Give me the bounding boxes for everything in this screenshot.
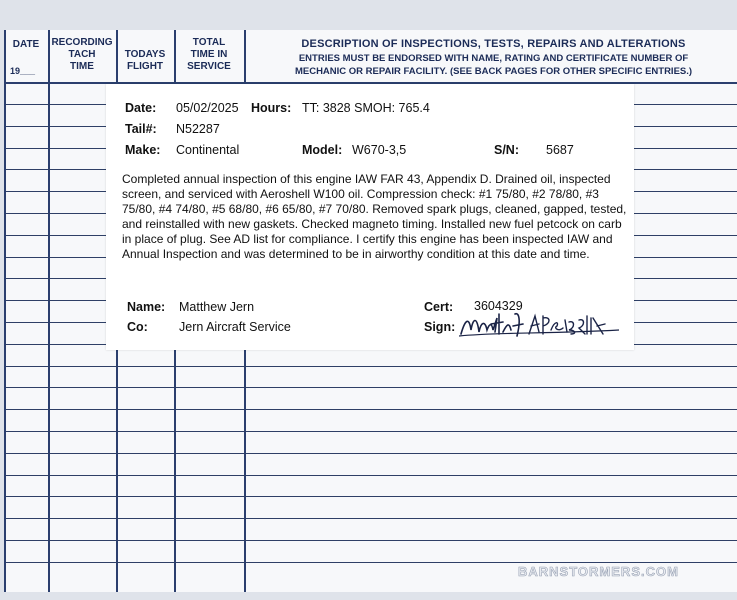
inspection-description: Completed annual inspection of this engine IAW FAR 43, Appendix D. Drained oil, inspected screen, and serviced with Aeroshell W100 oil. Compression check: #1 75/80, #2 78/80, #3 75/80, #4 74/80, #5 68/80, #6 65/80, #7 70/80. Removed spark plugs, cleaned, gapped, tested, and reinstalled with new gaskets. Checked magneto timing. Installed new fuel petcock on carb in place of plug. See AD list for compliance. I certify this engine has been inspected IAW and Annual Inspection and was determined to be in airworthy condition at this date and time. — [122, 172, 627, 261]
company-value: Jern Aircraft Service — [179, 320, 291, 334]
ruled-line — [6, 409, 737, 410]
total-time-header — [174, 30, 244, 84]
description-line1: ENTRIES MUST BE ENDORSED WITH NAME, RATING AND CERTIFICATE NUMBER OF — [298, 53, 689, 64]
date-value: 05/02/2025 — [176, 101, 239, 115]
ruled-line — [6, 475, 737, 476]
ruled-line — [6, 496, 737, 497]
signature-image — [459, 310, 629, 338]
ruled-line — [6, 518, 737, 519]
year-prefix: 19___ — [10, 66, 36, 76]
hours-value: TT: 3828 SMOH: 765.4 — [302, 101, 430, 115]
company-label: Co: — [127, 320, 148, 334]
tach-header-line3: TIME — [70, 61, 94, 72]
total-header-line1: TOTAL — [192, 37, 226, 48]
flight-header-line1: TODAYS — [124, 49, 166, 60]
date-column-header — [4, 30, 48, 84]
cert-value: 3604329 — [474, 299, 523, 313]
description-line2: MECHANIC OR REPAIR FACILITY. (SEE BACK PAGES FOR OTHER SPECIFIC ENTRIES.) — [294, 66, 693, 77]
tach-header-line1: RECORDING — [51, 37, 113, 48]
tail-value: N52287 — [176, 122, 220, 136]
sn-value: 5687 — [546, 143, 574, 157]
ruled-line — [6, 366, 737, 367]
description-title: DESCRIPTION OF INSPECTIONS, TESTS, REPAIRS AND ALTERATIONS — [301, 38, 686, 50]
ruled-line — [6, 562, 737, 563]
column-divider — [48, 30, 50, 592]
date-header-label: DATE — [12, 39, 40, 50]
hours-label: Hours: — [251, 101, 292, 115]
make-value: Continental — [176, 143, 240, 157]
tail-label: Tail#: — [125, 122, 157, 136]
ruled-line — [6, 387, 737, 388]
ruled-line — [6, 431, 737, 432]
date-label: Date: — [125, 101, 157, 115]
recording-tach-header — [48, 30, 116, 84]
make-label: Make: — [125, 143, 161, 157]
flight-header-line2: FLIGHT — [126, 61, 164, 72]
tach-header-line2: TACH — [68, 49, 96, 60]
total-header-line3: SERVICE — [187, 61, 231, 72]
model-label: Model: — [302, 143, 343, 157]
sign-label: Sign: — [424, 320, 456, 334]
year-prefix-text: 19 — [10, 66, 21, 76]
name-value: Matthew Jern — [179, 300, 255, 314]
todays-flight-header — [116, 30, 174, 84]
cert-label: Cert: — [424, 300, 454, 314]
ruled-line — [6, 540, 737, 541]
inspection-sticker — [106, 84, 634, 350]
sn-label: S/N: — [494, 143, 519, 157]
watermark: BARNSTORMERS.COM — [518, 564, 679, 579]
total-header-line2: TIME IN — [190, 49, 228, 60]
model-value: W670-3,5 — [352, 143, 407, 157]
description-subtitle — [250, 52, 737, 78]
ruled-line — [6, 453, 737, 454]
name-label: Name: — [127, 300, 166, 314]
logbook-header — [4, 30, 737, 84]
